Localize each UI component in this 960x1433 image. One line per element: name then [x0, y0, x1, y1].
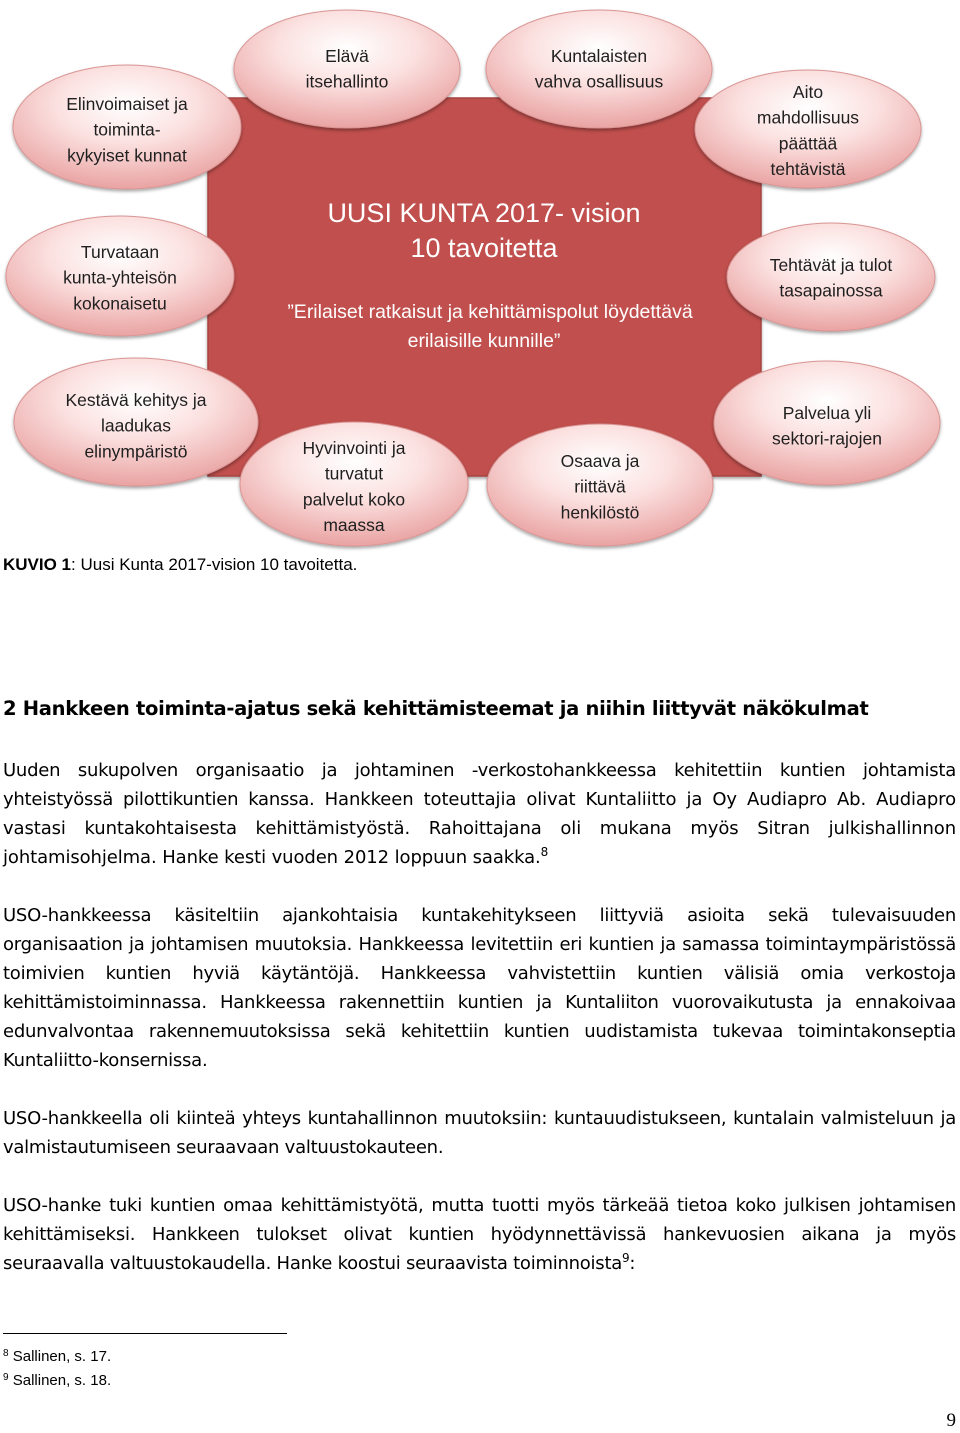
figure-caption [3, 555, 357, 575]
goal-oval-text: kykyiset kunnat [67, 145, 187, 166]
goal-oval-text: maassa [323, 515, 385, 536]
goal-oval-text: kokonaisetu [73, 293, 167, 314]
goal-oval-text: Elinvoimaiset ja [66, 94, 188, 114]
goal-oval-shape [714, 361, 940, 485]
goal-oval-text: kunta-yhteisön [63, 267, 177, 288]
goal-oval-text: elinympäristö [84, 441, 188, 462]
goal-oval-text: Palvelua yli [782, 403, 872, 423]
goal-oval-shape [234, 10, 460, 128]
goal-oval-text: henkilöstö [560, 502, 640, 523]
footnote-8 [3, 1348, 111, 1365]
goal-oval-10 [487, 424, 713, 546]
goal-oval-text: itsehallinto [305, 71, 389, 92]
goal-oval-text: palvelut koko [302, 489, 406, 510]
goal-oval-text: riittävä [574, 476, 626, 497]
goal-oval-9 [240, 422, 468, 546]
paragraph-4-tail: : [629, 1253, 636, 1274]
footnote-8-text: Sallinen, s. 17. [8, 1348, 112, 1365]
goal-oval-4 [695, 70, 921, 188]
goal-oval-2 [234, 10, 460, 128]
footnote-separator [3, 1333, 287, 1334]
goal-oval-text: Hyvinvointi ja [302, 438, 406, 458]
footnote-9-text: Sallinen, s. 18. [8, 1372, 112, 1389]
goal-oval-7 [14, 358, 258, 486]
goal-oval-5 [6, 216, 234, 336]
goal-oval-text: Kuntalaisten [550, 46, 648, 66]
goal-oval-3 [486, 10, 712, 128]
goal-oval-8 [714, 361, 940, 485]
center-quote-line1: ”Erilaiset ratkaisut ja kehittämispolut löydettävä [287, 301, 693, 323]
caption-text: : Uusi Kunta 2017-vision 10 tavoitetta. [71, 555, 358, 574]
goal-oval-shape [486, 10, 712, 128]
center-quote-line2: erilaisille kunnille” [407, 330, 561, 352]
paragraph-1-a: Uuden sukupolven organisaatio ja johtaminen -verkostohankkeessa kehitettiin kuntien johtamista yhteistyössä pilottikuntien kanssa. [3, 760, 956, 810]
goal-oval-text: turvatut [324, 463, 384, 484]
goal-oval-text: laadukas [100, 415, 172, 436]
footnote-9-num: 9 [3, 1372, 9, 1383]
paragraph-1 [3, 756, 956, 872]
paragraph-4-text: USO-hanke tuki kuntien omaa kehittämistyötä, mutta tuotti myös tärkeää tietoa koko julkisen johtamisen kehittämiseksi. Hankkeen tulokset olivat kuntien hyödynnettävissä hankevuosien aikana ja myös seuraavalla valtuustokaudella. Hanke koostui seuraavista toiminnoista [3, 1195, 956, 1274]
page-number: 9 [946, 1410, 956, 1431]
goal-oval-shape [727, 223, 935, 331]
paragraph-1-b: Hankkeen toteuttajia olivat Kuntaliitto ja Oy Audiapro Ab. Audiapro vastasi kuntakohtaisesta kehittämistyöstä. Rahoittajana oli mukana myös Sitran julkishallinnon johtamisohjelma. Hanke kesti vuoden 2012 loppuun saakka. [3, 789, 956, 868]
goal-oval-text: tehtävistä [770, 159, 846, 180]
footnote-9 [3, 1372, 111, 1389]
goal-oval-text: toiminta- [93, 119, 161, 140]
goal-oval-text: päättää [778, 133, 838, 154]
vision-diagram [0, 0, 960, 552]
caption-label: KUVIO 1 [3, 555, 72, 574]
center-title-line2: 10 tavoitetta [410, 233, 558, 263]
goal-oval-text: Turvataan [80, 242, 160, 262]
center-title-line1: UUSI KUNTA 2017- vision [327, 198, 641, 228]
goal-oval-text: tasapainossa [779, 280, 883, 301]
goal-oval-text: mahdollisuus [756, 107, 860, 128]
center-panel [208, 98, 761, 476]
paragraph-2: USO-hankkeessa käsiteltiin ajankohtaisia kuntakehitykseen liittyviä asioita sekä tulevaisuuden organisaation ja johtamisen muutoksia. Hankkeessa levitettiin eri kuntien ja samassa toimintaympäristössä toimivien kuntien hyviä käytäntöjä. Hankkeessa vahvistettiin kuntien välisiä omia verkostoja kehittämistoiminnassa. Hankkeessa rakennettiin kuntien ja Kuntaliiton vuorovaikutusta ja ennakoivaa edunvalvontaa rakennemuutoksissa sekä kehitettiin kuntien uudistamista tukevaa toimintakonseptia Kuntaliitto-konsernissa. [3, 905, 956, 1071]
paragraph-4 [3, 1191, 956, 1278]
goal-oval-text: Tehtävät ja tulot [769, 255, 893, 275]
goal-oval-6 [727, 223, 935, 331]
goal-oval-text: Aito [792, 82, 824, 102]
footnote-8-num: 8 [3, 1348, 9, 1359]
footnote-ref-8: 8 [540, 845, 549, 859]
paragraph-3: USO-hankkeella oli kiinteä yhteys kuntahallinnon muutoksiin: kuntauudistukseen, kuntalain valmisteluun ja valmistautumiseen seuraavaan valtuustokauteen. [3, 1108, 956, 1158]
goal-oval-1 [13, 65, 241, 189]
goal-oval-text: Osaava ja [560, 451, 640, 471]
footnote-ref-9: 9 [622, 1251, 630, 1265]
goal-oval-text: Kestävä kehitys ja [65, 390, 207, 410]
goal-oval-text: vahva osallisuus [534, 71, 664, 92]
section-heading: 2 Hankkeen toiminta-ajatus sekä kehittämisteemat ja niihin liittyvät näkökulmat [3, 697, 869, 720]
goal-oval-text: Elävä [325, 46, 369, 66]
goal-oval-text: sektori-rajojen [772, 428, 882, 449]
